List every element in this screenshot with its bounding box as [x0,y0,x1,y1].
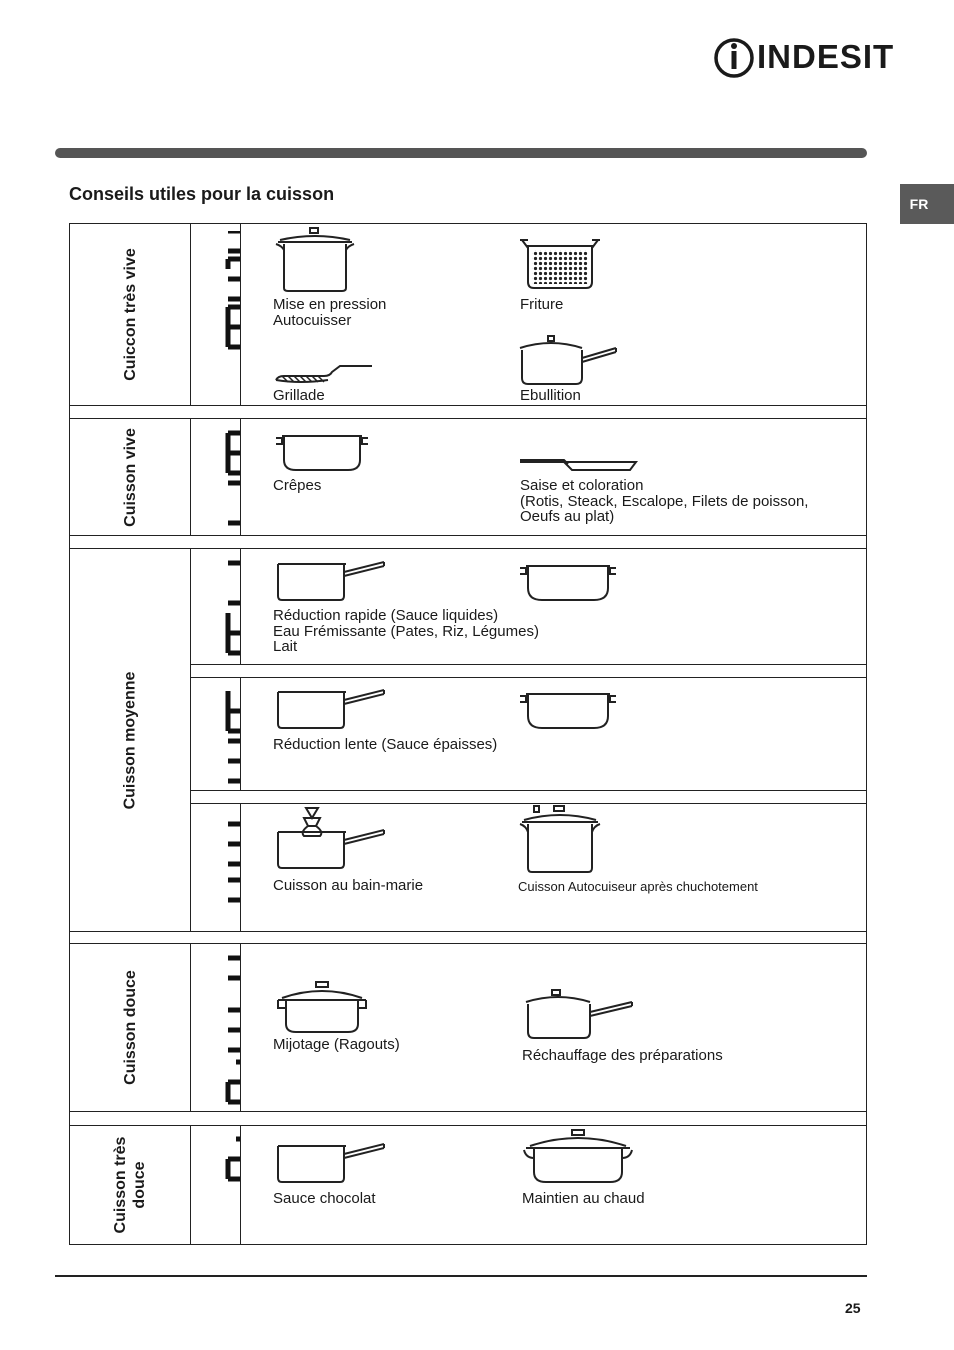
row-divider [69,1111,867,1112]
footer-divider [55,1275,867,1277]
saucepan-icon [274,1140,388,1186]
saucepan-lid-icon [518,334,618,386]
label-reduction-lente: Réduction lente (Sauce épaisses) [273,736,498,753]
page-title: Conseils utiles pour la cuisson [69,184,335,204]
label-mise-en-pression: Mise en pression Autocuisser [273,296,387,329]
label-reduction-rapide: Réduction rapide (Sauce liquides) Eau Frémissante (Pates, Riz, Légumes) Lait [273,607,539,655]
col-divider [240,1125,241,1245]
category-vive: Cuisson vive [121,427,139,527]
casserole-lid-icon [274,980,370,1036]
language-tab: FR [900,184,954,224]
row-divider [69,931,867,932]
power-level-1-2-icon [191,1131,240,1241]
row-divider [69,535,867,536]
frying-basket-icon [518,236,602,294]
col-divider [240,548,241,664]
power-level-2-3-4-icon [191,950,240,1106]
stockpot-icon [518,562,618,604]
label-sauce-chocolat: Sauce chocolat [273,1190,376,1207]
pressure-cooker-icon [274,226,356,294]
row-divider [191,677,867,678]
category-moyenne: Cuisson moyenne [121,671,139,809]
header-divider [55,148,867,158]
frying-pan-icon [518,456,640,474]
brand-logo-text: INDESIT [757,38,895,75]
label-saise-coloration: Saise et coloration (Rotis, Steack, Escalope, Filets de poisson, Oeufs au plat) [520,477,809,525]
pressure-cooker-icon [518,804,602,874]
power-level-4-5-icon [191,810,240,926]
row-divider [191,664,867,665]
label-crepes: Crêpes [273,477,322,494]
power-level-7-8-icon [191,425,240,529]
power-level-8-9-icon [191,231,240,397]
label-rechauffage: Réchauffage des préparations [522,1047,723,1064]
page-number: 25 [845,1300,861,1316]
row-divider [191,790,867,791]
casserole-lid-icon [522,1128,634,1186]
label-bain-marie: Cuisson au bain-marie [273,877,424,894]
label-friture: Friture [520,296,564,313]
stockpot-icon [518,690,618,732]
col-divider [240,803,241,931]
category-tres-douce: Cuisson très douce [112,1136,148,1234]
stockpot-icon [274,432,370,474]
saucepan-icon [274,686,388,732]
category-douce: Cuisson douce [121,970,139,1085]
label-ebullition: Ebullition [520,387,581,404]
col-divider [240,677,241,790]
grill-pan-icon [274,362,374,386]
col-divider [240,418,241,535]
bain-marie-icon [274,806,388,872]
label-mijotage: Mijotage (Ragouts) [273,1036,400,1053]
col-divider [240,943,241,1111]
saucepan-icon [274,558,388,604]
label-autocuiseur-chuchotement: Cuisson Autocuiseur après chuchotement [518,879,758,894]
category-tres-vive: Cuiccon très vive [121,248,139,381]
saucepan-lid-icon [522,988,634,1042]
col-divider [240,223,241,405]
label-grillade: Grillade [273,387,325,404]
power-level-6-7-icon [191,555,240,659]
label-maintien-chaud: Maintien au chaud [522,1190,645,1207]
power-level-5-6-icon [191,683,240,787]
row-divider [69,405,867,406]
